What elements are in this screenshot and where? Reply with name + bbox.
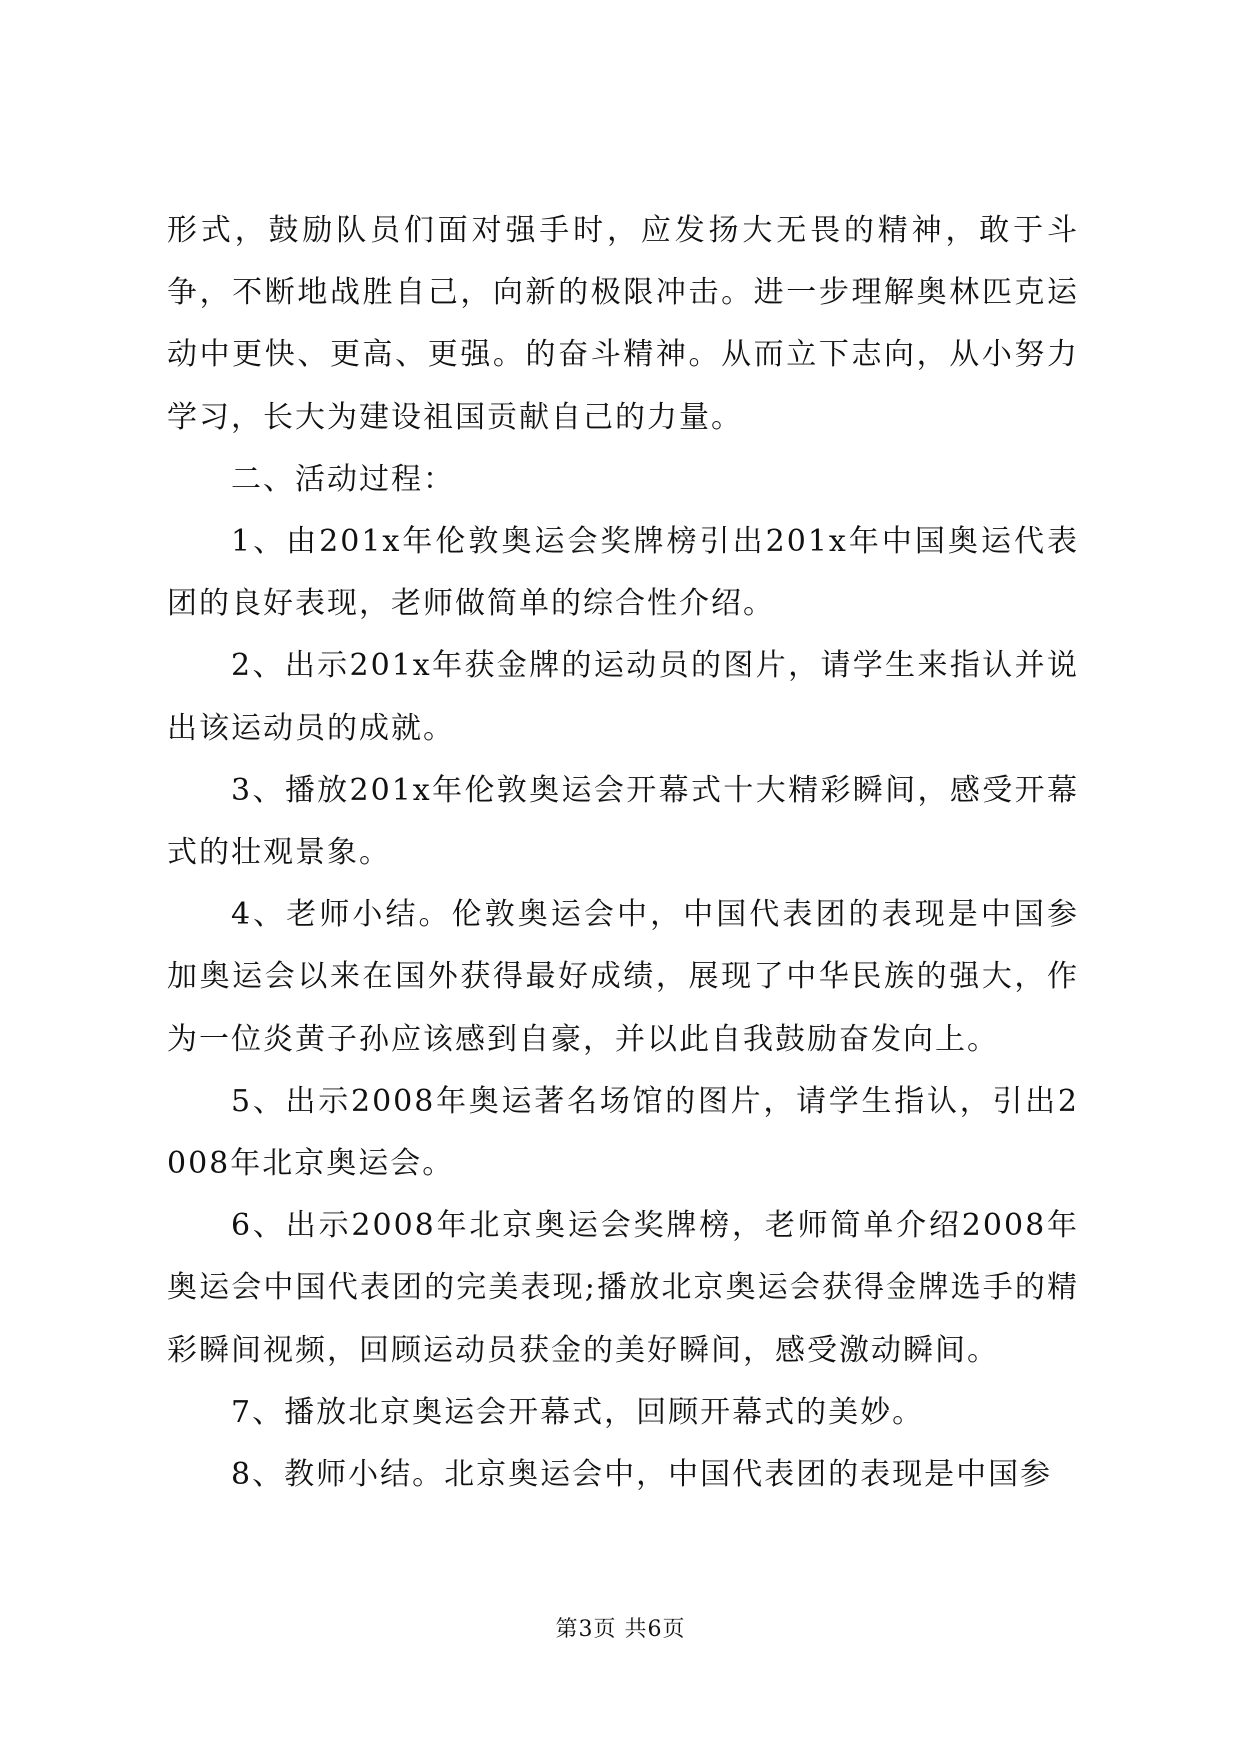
list-item-1: 1、由201x年伦敦奥运会奖牌榜引出201x年中国奥运代表团的良好表现，老师做简单的综合性介绍。 [167,524,1079,622]
page-footer: 第3页 共6页 [555,1617,686,1642]
document-body [167,200,1079,1506]
list-item-4: 4、老师小结。伦敦奥运会中，中国代表团的表现是中国参加奥运会以来在国外获得最好成绩，展现了中华民族的强大，作为一位炎黄子孙应该感到自豪，并以此自我鼓励奋发向上。 [167,897,1079,1057]
list-item-7: 7、播放北京奥运会开幕式，回顾开幕式的美妙。 [231,1394,925,1430]
list-item-6: 6、出示2008年北京奥运会奖牌榜，老师简单介绍2008年奥运会中国代表团的完美表现;播放北京奥运会获得金牌选手的精彩瞬间视频，回顾运动员获金的美好瞬间，感受激动瞬间。 [167,1208,1079,1368]
list-item-3: 3、播放201x年伦敦奥运会开幕式十大精彩瞬间，感受开幕式的壮观景象。 [167,772,1079,871]
list-item-5: 5、出示2008年奥运著名场馆的图片，请学生指认，引出2008年北京奥运会。 [167,1083,1079,1182]
list-item-2: 2、出示201x年获金牌的运动员的图片，请学生来指认并说出该运动员的成就。 [167,648,1079,746]
section-heading-activity-process: 二、活动过程： [231,461,455,497]
paragraph-continuation: 形式，鼓励队员们面对强手时，应发扬大无畏的精神，敢于斗争，不断地战胜自己，向新的极限冲击。进一步理解奥林匹克运动中更快、更高、更强。的奋斗精神。从而立下志向，从小努力学习，长大为建设祖国贡献自己的力量。 [167,213,1079,435]
list-item-8: 8、教师小结。北京奥运会中，中国代表团的表现是中国参 [231,1457,1053,1493]
